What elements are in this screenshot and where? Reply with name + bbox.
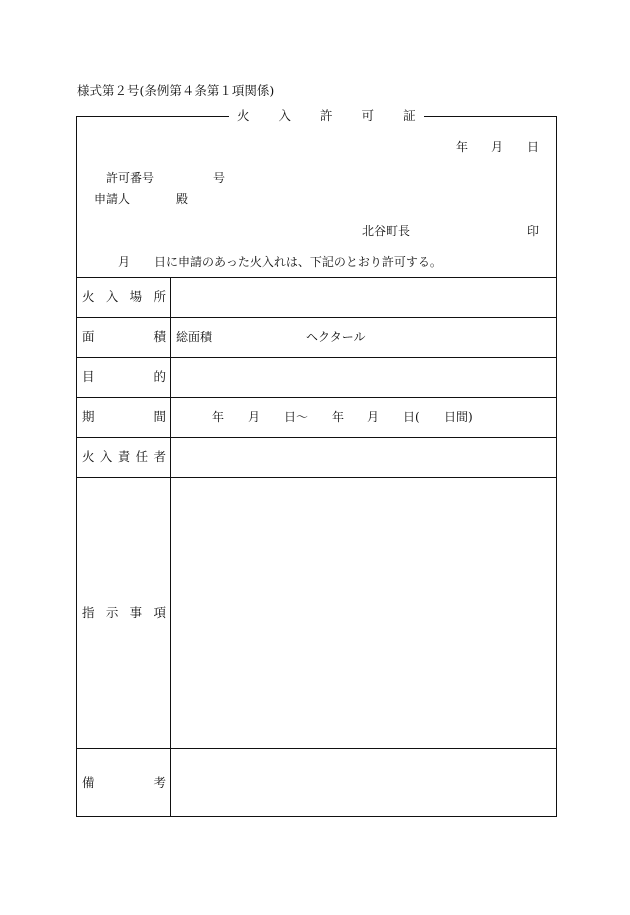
applicant-label: 申請人: [94, 192, 131, 206]
statement-month: 月: [118, 255, 131, 269]
label-remarks: 備 考: [82, 775, 166, 790]
period-start-year: 年: [212, 410, 225, 424]
mayor-title: 北谷町長: [362, 224, 411, 238]
label-fire-place: 火 入 場 所: [82, 289, 166, 304]
period-start-month: 月: [248, 410, 261, 424]
applicant-honorific: 殿: [176, 192, 189, 206]
period-end-year: 年: [332, 410, 345, 424]
period-end-day: 日(: [403, 410, 420, 424]
period-days: 日間): [444, 410, 473, 424]
permit-number-suffix: 号: [213, 171, 226, 185]
title-char: 許: [320, 108, 333, 123]
row-divider: [76, 277, 557, 278]
title-char: 入: [278, 108, 292, 123]
label-period: 期 間: [82, 409, 166, 424]
title-char: 可: [361, 108, 375, 123]
row-divider: [76, 437, 557, 438]
area-unit: ヘクタール: [306, 330, 366, 344]
form-title: [229, 108, 424, 124]
row-divider: [76, 477, 557, 478]
issue-date-month: 月: [491, 140, 504, 154]
row-divider: [76, 397, 557, 398]
issue-date-day: 日: [527, 140, 540, 154]
title-char: 火: [237, 108, 250, 123]
period-end-month: 月: [367, 410, 380, 424]
period-start-day: 日〜: [284, 410, 309, 424]
permit-number-label: 許可番号: [106, 171, 155, 185]
label-instructions: 指 示 事 項: [82, 605, 166, 620]
row-divider: [76, 357, 557, 358]
issue-date-year: 年: [456, 140, 469, 154]
column-divider: [170, 277, 171, 817]
area-total-label: 総面積: [176, 330, 213, 344]
label-area: 面 積: [82, 329, 166, 344]
permit-form: [76, 116, 557, 817]
title-char: 証: [403, 108, 416, 123]
label-responsible-person: 火 入 責 任 者: [82, 449, 166, 464]
form-caption: 様式第２号(条例第４条第１項関係): [77, 83, 275, 98]
row-divider: [76, 317, 557, 318]
row-divider: [76, 748, 557, 749]
permit-statement: 日に申請のあった火入れは、下記のとおり許可する。: [154, 255, 442, 269]
label-purpose: 目 的: [82, 369, 166, 384]
seal-mark: 印: [527, 224, 540, 238]
